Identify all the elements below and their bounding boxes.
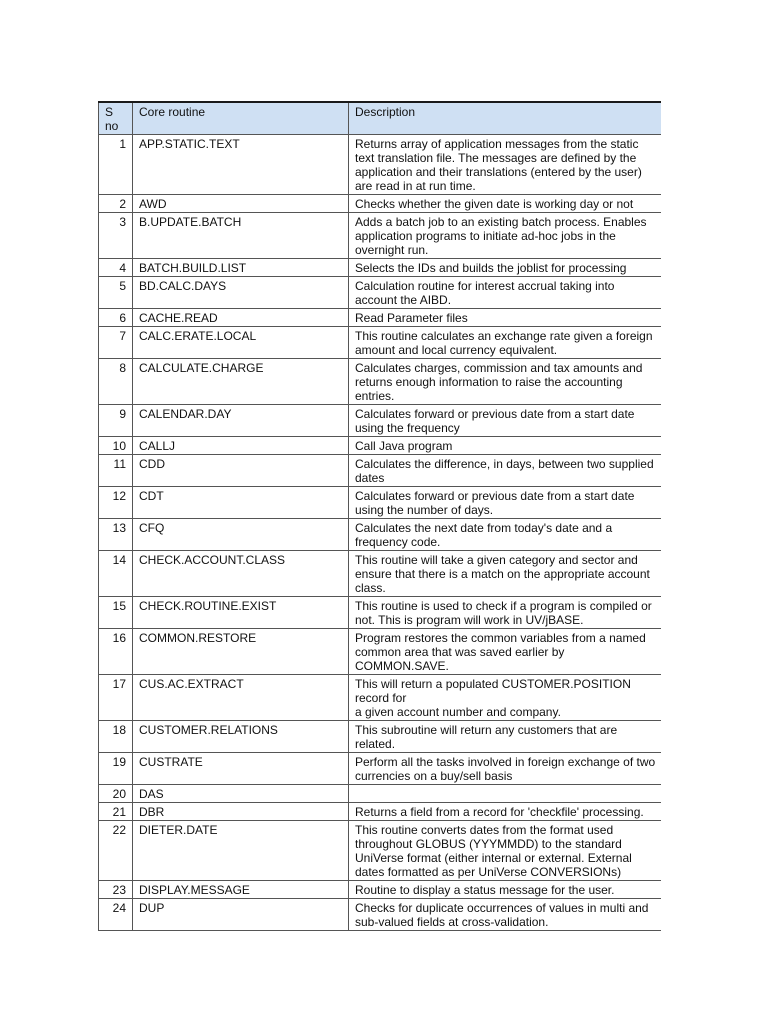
- row-core-routine: CDT: [133, 487, 349, 519]
- row-core-routine: CHECK.ROUTINE.EXIST: [133, 597, 349, 629]
- row-core-routine: CALENDAR.DAY: [133, 405, 349, 437]
- header-row: [99, 102, 661, 135]
- table-row: [99, 519, 661, 551]
- table-row: [99, 135, 661, 195]
- row-core-routine: DISPLAY.MESSAGE: [133, 881, 349, 899]
- table-row: [99, 899, 661, 931]
- table-row: [99, 437, 661, 455]
- row-description: This routine will take a given category and sector and ensure that there is a match on the appropriate account class.: [349, 551, 661, 597]
- table-row: [99, 405, 661, 437]
- row-description: Calculation routine for interest accrual taking into account the AIBD.: [349, 277, 661, 309]
- row-description: Calculates charges, commission and tax amounts and returns enough information to raise the accounting entries.: [349, 359, 661, 405]
- table-row: [99, 753, 661, 785]
- row-sno: 24: [99, 899, 133, 931]
- table-row: [99, 213, 661, 259]
- row-description: Checks whether the given date is working day or not: [349, 195, 661, 213]
- table-row: [99, 551, 661, 597]
- row-sno: 17: [99, 675, 133, 721]
- table-row: [99, 881, 661, 899]
- row-sno: 10: [99, 437, 133, 455]
- row-core-routine: CALLJ: [133, 437, 349, 455]
- table-row: [99, 629, 661, 675]
- table-row: [99, 309, 661, 327]
- row-description: Selects the IDs and builds the joblist for processing: [349, 259, 661, 277]
- table-row: [99, 821, 661, 881]
- table-body: [99, 135, 661, 931]
- row-core-routine: BATCH.BUILD.LIST: [133, 259, 349, 277]
- row-core-routine: CFQ: [133, 519, 349, 551]
- row-core-routine: DBR: [133, 803, 349, 821]
- row-core-routine: CALCULATE.CHARGE: [133, 359, 349, 405]
- row-sno: 6: [99, 309, 133, 327]
- row-sno: 20: [99, 785, 133, 803]
- row-core-routine: CDD: [133, 455, 349, 487]
- row-core-routine: DIETER.DATE: [133, 821, 349, 881]
- row-core-routine: CALC.ERATE.LOCAL: [133, 327, 349, 359]
- row-sno: 19: [99, 753, 133, 785]
- row-core-routine: CUSTOMER.RELATIONS: [133, 721, 349, 753]
- row-description: This routine converts dates from the format used throughout GLOBUS (YYYMMDD) to the standard UniVerse format (either internal or external. External dates formatted as per UniVerse CONVERSIONs): [349, 821, 661, 881]
- row-sno: 21: [99, 803, 133, 821]
- row-core-routine: APP.STATIC.TEXT: [133, 135, 349, 195]
- row-sno: 18: [99, 721, 133, 753]
- row-sno: 11: [99, 455, 133, 487]
- row-sno: 16: [99, 629, 133, 675]
- row-core-routine: DUP: [133, 899, 349, 931]
- row-core-routine: CUS.AC.EXTRACT: [133, 675, 349, 721]
- row-sno: 8: [99, 359, 133, 405]
- row-description: Returns a field from a record for 'checkfile' processing.: [349, 803, 661, 821]
- row-description: Checks for duplicate occurrences of values in multi and sub-valued fields at cross-validation.: [349, 899, 661, 931]
- row-sno: 9: [99, 405, 133, 437]
- row-core-routine: AWD: [133, 195, 349, 213]
- row-description: [349, 785, 661, 803]
- header-sno: S no: [99, 102, 133, 135]
- core-routines-table: [98, 101, 661, 931]
- row-description: Perform all the tasks involved in foreign exchange of two currencies on a buy/sell basis: [349, 753, 661, 785]
- row-description: Routine to display a status message for the user.: [349, 881, 661, 899]
- table-row: [99, 785, 661, 803]
- row-description: Calculates forward or previous date from a start date using the frequency: [349, 405, 661, 437]
- row-sno: 3: [99, 213, 133, 259]
- row-core-routine: BD.CALC.DAYS: [133, 277, 349, 309]
- row-sno: 14: [99, 551, 133, 597]
- table-row: [99, 721, 661, 753]
- row-sno: 1: [99, 135, 133, 195]
- table-row: [99, 455, 661, 487]
- table-row: [99, 195, 661, 213]
- row-description: This subroutine will return any customers that are related.: [349, 721, 661, 753]
- table-row: [99, 803, 661, 821]
- row-sno: 4: [99, 259, 133, 277]
- row-description: This will return a populated CUSTOMER.POSITION record for a given account number and company.: [349, 675, 661, 721]
- row-sno: 12: [99, 487, 133, 519]
- header-core-routine: Core routine: [133, 102, 349, 135]
- table-row: [99, 259, 661, 277]
- row-description: Calculates forward or previous date from a start date using the number of days.: [349, 487, 661, 519]
- table-row: [99, 597, 661, 629]
- row-description: This routine calculates an exchange rate given a foreign amount and local currency equivalent.: [349, 327, 661, 359]
- row-description: Returns array of application messages from the static text translation file. The messages are defined by the application and their translations (entered by the user) are read in at run time.: [349, 135, 661, 195]
- row-core-routine: CACHE.READ: [133, 309, 349, 327]
- row-sno: 15: [99, 597, 133, 629]
- table-row: [99, 359, 661, 405]
- row-description: Calculates the difference, in days, between two supplied dates: [349, 455, 661, 487]
- table-row: [99, 487, 661, 519]
- row-sno: 5: [99, 277, 133, 309]
- row-core-routine: B.UPDATE.BATCH: [133, 213, 349, 259]
- row-sno: 13: [99, 519, 133, 551]
- table-row: [99, 327, 661, 359]
- row-core-routine: CUSTRATE: [133, 753, 349, 785]
- row-description: Call Java program: [349, 437, 661, 455]
- header-description: Description: [349, 102, 661, 135]
- row-description: Read Parameter files: [349, 309, 661, 327]
- row-description: Adds a batch job to an existing batch process. Enables application programs to initiate ad-hoc jobs in the overnight run.: [349, 213, 661, 259]
- row-sno: 7: [99, 327, 133, 359]
- row-description: This routine is used to check if a program is compiled or not. This is program will work in UV/jBASE.: [349, 597, 661, 629]
- table-row: [99, 675, 661, 721]
- table-header: [99, 102, 661, 135]
- row-core-routine: DAS: [133, 785, 349, 803]
- row-core-routine: CHECK.ACCOUNT.CLASS: [133, 551, 349, 597]
- row-description: Program restores the common variables from a named common area that was saved earlier by COMMON.SAVE.: [349, 629, 661, 675]
- row-sno: 2: [99, 195, 133, 213]
- row-sno: 23: [99, 881, 133, 899]
- table-row: [99, 277, 661, 309]
- row-description: Calculates the next date from today's date and a frequency code.: [349, 519, 661, 551]
- row-sno: 22: [99, 821, 133, 881]
- row-core-routine: COMMON.RESTORE: [133, 629, 349, 675]
